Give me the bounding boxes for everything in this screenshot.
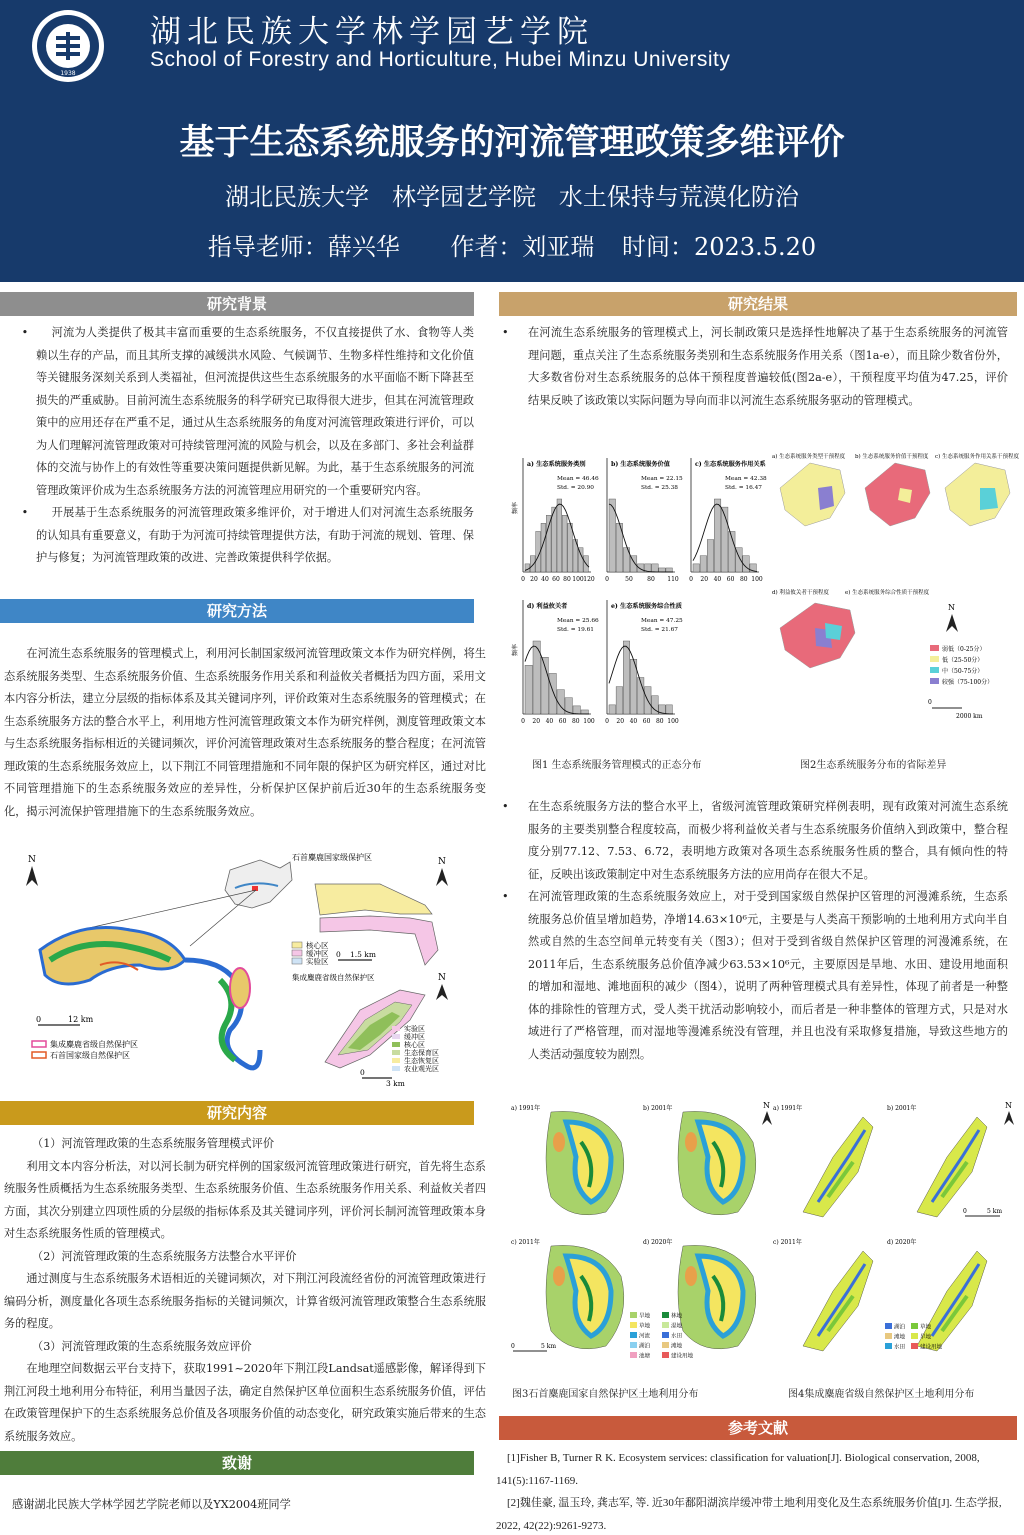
legend-core: 核心区 [306, 941, 329, 950]
hist-ylabel: 频率 [512, 643, 519, 656]
fig4-legend-swatch [885, 1343, 892, 1349]
map2-legend-0: 弱低（0-25分） [942, 646, 986, 653]
hist-bar [623, 641, 630, 714]
legend-right-3: 生态保育区 [404, 1049, 439, 1057]
hist-bar [525, 564, 530, 572]
content-heading-1: （1）河流管理政策的生态系统服务管理模式评价 [32, 1137, 275, 1150]
legend-provincial-reserve: 集成麋鹿省级自然保护区 [50, 1040, 138, 1049]
hist-x-tick: 20 [530, 576, 538, 583]
hist-ylabel: 频率 [512, 501, 519, 514]
content-paragraph-2: 通过测度与生态系统服务术语相近的关键词频次，对下荆江河段流经省份的河流管理政策进行编码分析，测度量化各项生态系统服务指标的关键词频次，计算省级河流管理政策整合生态系统服务的程度。 [4, 1272, 486, 1330]
hist-bar [530, 556, 535, 572]
hist-bar [693, 564, 700, 572]
results-paragraph-2: • 在生态系统服务方法的整合水平上，省级河流管理政策研究样例表明，现有政策对河流生态系统服务的主要类别整合程度较高，而极少将利益攸关者与生态系统服务价值纳入到政策中，整合程度分别77.12、7.53、6.72，表明地方政策对各项生态系统服务性质的整合，具有倾向性的特征，反映出该政策制定中对生态系统服务方法的应用尚存在很大不足。 [512, 796, 1008, 886]
fig4-legend-label: 草地 [920, 1324, 932, 1331]
hist-bar [652, 564, 659, 572]
results-paragraph-1: • 在河流生态系统服务的管理模式上，河长制政策只是选择性地解决了基于生态系统服务的河流管理问题，重点关注了生态系统服务类别和生态系统服务作用关系（图1a-e），而且除少数省份外，大多数省份对生态系统服务的总体干预程度普遍较低(图2a-e），干预程度平均值为47.25，评价结果反映了该政策以实际问题为导向而非以河流生态系统服务驱动的管理模式。 [512, 322, 1008, 412]
map2-label-c: c) 生态系统服务作用关系干预程度 [935, 454, 1019, 460]
fig4-year-label: b) 2001年 [887, 1105, 917, 1112]
hist-bar [707, 540, 714, 572]
hist-x-tick: 0 [605, 576, 609, 583]
hist-bar [616, 687, 623, 714]
legend-right-1: 缓冲区 [404, 1033, 425, 1041]
hist-x-tick: 40 [713, 576, 722, 583]
hist-x-tick: 80 [563, 576, 571, 583]
map2-scale-zero: 0 [928, 699, 932, 706]
methods-text [4, 643, 486, 823]
fig3-year-label: a) 1991年 [511, 1105, 541, 1112]
hist-x-tick: 110 [667, 576, 679, 583]
north-arrow-icon [436, 868, 448, 886]
hist-mean: Mean = 22.15 [641, 476, 683, 482]
hist-x-tick: 80 [739, 576, 748, 583]
map2-label-b: b) 生态系统服务价值干预程度 [855, 454, 929, 460]
references-list [496, 1447, 1016, 1535]
fig3-legend-swatch [630, 1322, 637, 1328]
fig3-legend-swatch [662, 1332, 669, 1338]
hist-x-tick: 60 [552, 576, 560, 583]
map2-legend-1: 低（25-50分） [942, 657, 984, 664]
fig3-north-label: N [763, 1101, 770, 1110]
results-text-2 [512, 796, 1008, 1066]
fig4-north-label: N [1005, 1101, 1012, 1110]
advisor: 指导老师：薛兴华 [207, 233, 400, 261]
hist-bar [573, 706, 580, 714]
hist-std: Std. = 16.47 [725, 485, 762, 491]
north-arrow-icon [1004, 1111, 1014, 1125]
scale-bottom-value: 3 km [386, 1079, 405, 1088]
figure-1-caption: 图1 生态系统服务管理模式的正态分布 [532, 760, 702, 771]
fig4-legend-label: 湖泊 [894, 1324, 906, 1331]
hist-title: c) 生态系统服务作用关系 [695, 461, 766, 468]
legend-right-0: 实验区 [404, 1025, 425, 1033]
hist-x-tick: 20 [700, 576, 709, 583]
hist-x-tick: 40 [545, 718, 554, 725]
north-label-left: N [28, 855, 36, 865]
fig3-year-label: d) 2020年 [643, 1239, 673, 1246]
fig3-legend-swatch [630, 1342, 637, 1348]
hist-bar [525, 665, 532, 714]
north-label-right-bottom: N [438, 973, 446, 983]
section-thanks-title: 致谢 [0, 1451, 474, 1475]
north-label-right-top: N [438, 857, 446, 867]
thanks-text: 感谢湖北民族大学林学园艺学院老师以及YX2004班同学 [12, 1498, 291, 1511]
hist-bar [557, 499, 562, 572]
hist-bar [666, 568, 673, 572]
hist-mean: Mean = 47.25 [641, 618, 683, 624]
hist-x-tick: 100 [751, 576, 763, 583]
subtitle-college: 林学园艺学院 [392, 183, 536, 211]
fig3-scale-value: 5 km [541, 1343, 557, 1350]
fig3-legend-label: 水田 [671, 1333, 683, 1340]
fig4-legend-swatch [911, 1333, 918, 1339]
results-text-1 [512, 322, 1008, 412]
hist-x-tick: 60 [642, 718, 651, 725]
scale-bottom-zero: 0 [360, 1068, 365, 1077]
fig3-legend-label: 滩地 [671, 1343, 683, 1350]
fig3-legend-swatch [662, 1312, 669, 1318]
figure-3-caption: 图3石首麋鹿国家自然保护区土地利用分布 [512, 1389, 699, 1400]
logo-year: 1938 [60, 70, 76, 77]
results-paragraph-3: • 在河流管理政策的生态系统服务效应上，对于受到国家级自然保护区管理的河漫滩系统，生态系统服务总价值呈增加趋势，净增14.63×10⁶元，主要是与人类高干预影响的土地利用方式向半自然或自然的生态空间单元转变有关（图3）；但对于受到省级自然保护区管理的河漫滩系统，在2011年后，生态系统服务总价值净减少63.53×10⁶元，主要原因是旱地、水田、建设用地面积的增加和湿地、滩地面积的减少（图4），说明了两种管理模式具有差异性，体现了前者是一种整体的排除性的管理方式，受人类干扰活动影响较小，而后者是一种非整体的管理方式，只是对水域进行了严格管理，而对湿地等漫滩系统没有管理，并且也没有采取修复措施，导致这些地方的人类活动强度较为剧烈。 [512, 886, 1008, 1066]
map2-a-shape [780, 463, 845, 526]
north-arrow-icon [26, 866, 38, 886]
content-heading-2: （2）河流管理政策的生态系统服务方法整合水平评价 [32, 1249, 297, 1263]
hist-x-tick: 0 [521, 576, 525, 583]
fig4-legend-swatch [911, 1343, 918, 1349]
fig3-map-farm [553, 1266, 565, 1286]
fig3-legend-label: 河流 [639, 1333, 651, 1340]
fig3-legend-label: 草地 [639, 1323, 651, 1330]
fig3-map-farm [685, 1132, 697, 1152]
fig4-legend-swatch [885, 1333, 892, 1339]
hist-bar [549, 673, 556, 714]
hist-mean: Mean = 25.66 [557, 618, 599, 624]
hist-bar [609, 705, 616, 714]
school-name-cn: 湖北民族大学林学园艺学院 [150, 14, 594, 50]
scale-top-zero: 0 [336, 950, 341, 959]
hist-mean: Mean = 46.46 [557, 476, 599, 482]
legend-right-4: 生态恢复区 [404, 1057, 439, 1065]
hist-title: a) 生态系统服务类别 [527, 461, 586, 468]
hist-bar [666, 705, 673, 714]
fig3-legend-label: 湿地 [671, 1323, 683, 1330]
university-logo-icon [14, 8, 122, 84]
hist-x-tick: 100 [572, 576, 584, 583]
section-references-title: 参考文献 [499, 1416, 1017, 1440]
hist-title: b) 生态系统服务价值 [611, 461, 670, 468]
map2-label-a: a) 生态系统服务类型干预程度 [772, 454, 846, 460]
section-results-title: 研究结果 [499, 292, 1017, 316]
fig4-legend-label: 旱地 [920, 1334, 932, 1341]
hist-title: d) 利益攸关者 [527, 603, 568, 610]
hist-std: Std. = 19.61 [557, 627, 594, 633]
hist-bar [581, 710, 588, 714]
hist-bar [721, 507, 728, 572]
fig3-legend-label: 旱地 [639, 1313, 651, 1320]
hist-x-tick: 20 [616, 718, 625, 725]
fig4-scale-value: 5 km [987, 1208, 1003, 1215]
hist-x-tick: 100 [583, 718, 595, 725]
hist-x-tick: 80 [647, 576, 655, 583]
fig3-legend-swatch [662, 1352, 669, 1358]
hist-bar [700, 556, 707, 572]
legend-right-2: 核心区 [404, 1041, 425, 1049]
hist-x-tick: 0 [521, 718, 525, 725]
fig3-legend-swatch [630, 1332, 637, 1338]
hist-bar [562, 515, 567, 572]
scale-left-zero: 0 [36, 1015, 42, 1024]
study-area-map [20, 850, 490, 1090]
school-name-en: School of Forestry and Horticulture, Hubei Minzu University [150, 48, 731, 71]
hist-bar [552, 507, 557, 572]
background-paragraph-2: • 开展基于生态系统服务的河流管理政策多维评价，对于增进人们对河流生态系统服务的认知具有重要意义，有助于为河流可持续管理提供方法，有助于河流的规划、管理、保护与修复；为河流管理政策的改进、完善政策提供科学依据。 [16, 502, 474, 570]
hist-x-tick: 80 [571, 718, 580, 725]
fig3-legend-label: 林地 [671, 1313, 683, 1320]
fig4-legend-swatch [911, 1323, 918, 1329]
hist-x-tick: 120 [583, 576, 595, 583]
poster-subtitle [0, 177, 1024, 212]
hist-x-tick: 0 [605, 718, 609, 725]
hist-x-tick: 100 [667, 718, 679, 725]
figure-2-province-maps [770, 448, 1020, 740]
fig3-year-label: c) 2011年 [511, 1239, 540, 1246]
fig4-legend-swatch [885, 1323, 892, 1329]
figure-3-4-landuse-maps [505, 1098, 1020, 1403]
legend-right-5: 农业观光区 [404, 1065, 439, 1073]
map2-b-shape [865, 463, 930, 526]
reference-2: [2]魏佳豪, 温玉玲, 龚志军, 等. 近30年鄱阳湖滨岸缓冲带土地利用变化及生态系统服务价值[J]. 生态学报, 2022, 42(22):9261-9273. [496, 1497, 1002, 1532]
fig3-map-farm [553, 1132, 565, 1152]
hist-x-tick: 20 [532, 718, 541, 725]
hist-x-tick: 80 [655, 718, 664, 725]
content-paragraph-3: 在地理空间数据云平台支持下，获取1991~2020年下荆江段Landsat遥感影像，解译得到下荆江河段土地利用分布特征，利用当量因子法，确定自然保护区单位面积生态系统服务价值，评估在政策管理保护下的生态系统服务总价值及各项服务价值的动态变化，研究政策实施后带来的生态系统服务效应。 [4, 1362, 486, 1443]
map-label-national: 石首麋鹿国家级保护区 [292, 853, 372, 862]
fig3-legend-swatch [630, 1352, 637, 1358]
date: 时间：2023.5.20 [622, 233, 817, 261]
methods-paragraph: 在河流生态系统服务的管理模式上，利用河长制国家级河流管理政策文本作为研究样例，将生态系统服务类型、生态系统服务价值、生态系统服务作用关系和利益攸关者概括为四方面，采用文本内容分析法，建立分层级的指标体系及其关键词序列，评价政策对生态系统服务的管理模式；在生态系统服务方法的整合水平上，利用地方性河流管理政策文本作为研究样例，测度管理政策文本与生态系统服务指标相近的关键词频次，评价河流管理政策对生态系统服务的整合程度；在河流管理政策的生态系统服务效应上，以下荆江不同管理措施和不同年限的保护区为研究样区，通过对比不同管理措施下的生态系统服务效应的差异性，分析保护区保护前后近30年的生态系统服务变化，揭示河流保护管理措施下的生态系统服务效应。 [4, 647, 486, 818]
section-methods-title: 研究方法 [0, 599, 474, 623]
map2-label-d: d) 利益攸关者干预程度 [772, 590, 829, 596]
hist-mean: Mean = 42.38 [725, 476, 767, 482]
fig3-legend-swatch [630, 1312, 637, 1318]
fig3-legend-label: 建设用地 [671, 1353, 694, 1360]
hist-x-tick: 0 [689, 576, 693, 583]
hist-std: Std. = 20.90 [557, 485, 594, 491]
author: 作者：刘亚瑞 [450, 233, 595, 261]
fig3-year-label: b) 2001年 [643, 1105, 673, 1112]
background-text [18, 322, 474, 570]
hist-bar [568, 523, 573, 572]
fig3-map-farm [685, 1266, 697, 1286]
fig4-year-label: a) 1991年 [773, 1105, 803, 1112]
north-arrow-icon [762, 1111, 772, 1125]
legend-national-reserve: 石首国家级自然保护区 [50, 1051, 130, 1060]
fig3-legend-swatch [662, 1322, 669, 1328]
north-arrow-icon [946, 614, 958, 632]
legend-buffer: 缓冲区 [306, 949, 329, 958]
map2-legend-3: 较强（75-100分） [942, 679, 994, 686]
hist-x-tick: 50 [625, 576, 633, 583]
fig4-scale-zero: 0 [963, 1208, 967, 1215]
figure-4-caption: 图4集成麋鹿省级自然保护区土地利用分布 [788, 1389, 975, 1400]
scale-top-value: 1.5 km [350, 950, 376, 959]
figure-1-histograms [505, 448, 770, 740]
hist-bar [546, 515, 551, 572]
hist-title: e) 生态系统服务综合性质 [611, 603, 682, 610]
hist-x-tick: 60 [558, 718, 567, 725]
map2-label-e: e) 生态系统服务综合性质干预程度 [845, 590, 930, 596]
poster-title: 基于生态系统服务的河流管理政策多维评价 [179, 123, 845, 163]
fig4-legend-label: 滩地 [894, 1334, 906, 1341]
content-heading-3: （3）河流管理政策的生态系统服务效应评价 [32, 1339, 252, 1353]
section-background-title: 研究背景 [0, 292, 474, 316]
map2-north-label: N [948, 603, 955, 612]
map2-scale-value: 2000 km [956, 713, 983, 720]
hist-bar [659, 568, 666, 572]
poster-header [0, 0, 1024, 282]
content-paragraph-1: 利用文本内容分析法，对以河长制为研究样例的国家级河流管理政策进行研究，首先将生态系统服务性质概括为生态系统服务类型、生态系统服务价值、生态系统服务作用关系、利益攸关者四方面，其次分别建立四项性质的分层级的指标体系及其关键词序列，评价河长制河流管理政策本身对生态系统服务性质的管理模式。 [4, 1159, 486, 1240]
fig4-year-label: d) 2020年 [887, 1239, 917, 1246]
subtitle-university: 湖北民族大学 [225, 183, 370, 211]
hist-bar [536, 531, 541, 572]
hist-std: Std. = 21.67 [641, 627, 678, 633]
hist-std: Std. = 25.38 [641, 485, 678, 491]
reference-1: [1]Fisher B, Turner R K. Ecosystem services: classification for valuation[J]. Biological conservation, 2008, 141(5):1167-1169. [496, 1452, 980, 1487]
fig3-scale-zero: 0 [511, 1343, 515, 1350]
map-label-provincial: 集成麋鹿省级自然保护区 [292, 973, 375, 982]
map2-c-shape [945, 463, 1010, 526]
hist-x-tick: 40 [541, 576, 549, 583]
fig3-legend-label: 湖泊 [639, 1343, 651, 1350]
content-text [4, 1133, 486, 1448]
background-paragraph-1: • 河流为人类提供了极其丰富而重要的生态系统服务，不仅直接提供了水、食物等人类赖以生存的产品，而且其所支撑的减缓洪水风险、气候调节、生物多样性维持和文化价值等关键服务深刻关系到人类福祉，但河流提供这些生态系统服务的水平面临不断下降甚至损失的严重威胁。目前河流生态系统服务的科学研究已取得很大进步，但其在河流管理政策中的应用还存在严重不足，通过从生态系统服务的角度对河流管理政策进行评价，可以为人们理解河流管理政策对可持续管理河流的风险与机会，以及在多部门、多社会利益群体的交流与协作上的有效性等重要决策问题提供新见解。为此，基于生态系统服务的河流管理政策评价成为生态系统服务方法的河流管理应用研究的一个重要研究内容。 [16, 322, 474, 502]
fig4-legend-label: 建设用地 [920, 1344, 943, 1351]
legend-experiment: 实验区 [306, 957, 329, 966]
fig4-legend-label: 水田 [894, 1344, 906, 1351]
hist-x-tick: 60 [726, 576, 735, 583]
north-arrow-icon [436, 984, 448, 1000]
hist-x-tick: 40 [629, 718, 638, 725]
section-content-title: 研究内容 [0, 1101, 474, 1125]
hist-bar [714, 499, 721, 572]
fig4-year-label: c) 2011年 [773, 1239, 802, 1246]
fig3-legend-label: 池塘 [639, 1353, 651, 1360]
fig3-legend-swatch [662, 1342, 669, 1348]
scale-left-value: 12 km [68, 1015, 94, 1024]
subtitle-major: 水土保持与荒漠化防治 [558, 183, 799, 211]
figure-2-caption: 图2生态系统服务分布的省际差异 [800, 760, 947, 771]
map2-legend-2: 中（50-75分） [942, 668, 984, 675]
poster-authors [0, 227, 1024, 262]
